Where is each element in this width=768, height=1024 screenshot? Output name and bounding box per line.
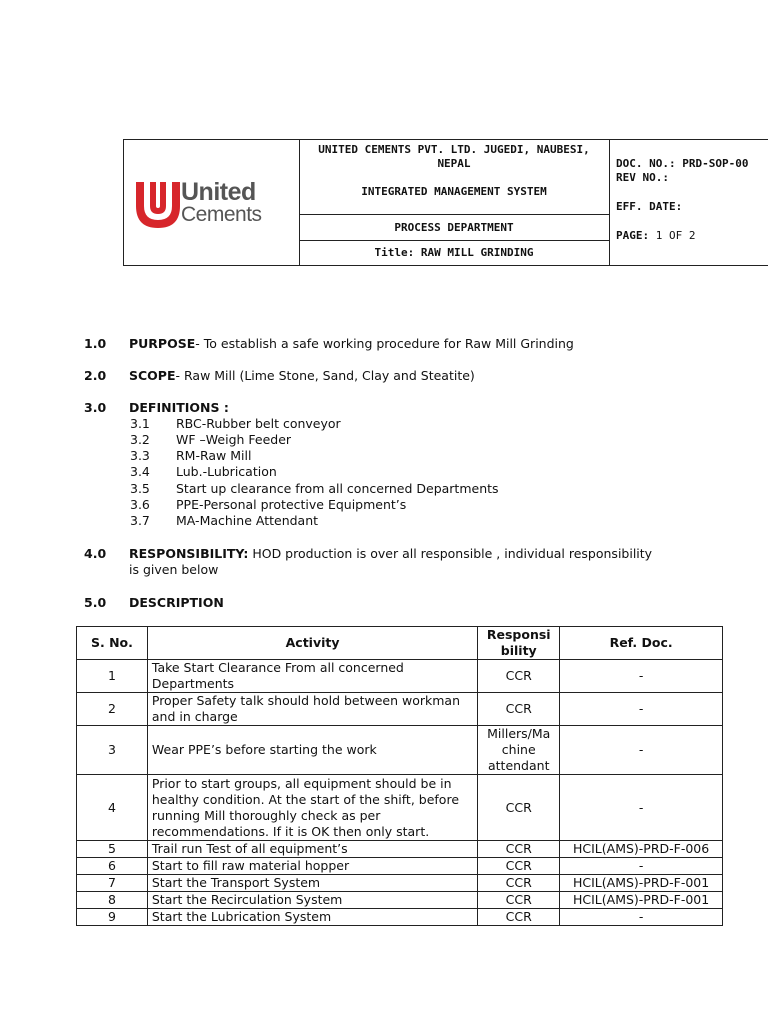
table-row xyxy=(77,660,723,693)
section-text: - To establish a safe working procedure for Raw Mill Grinding xyxy=(195,336,574,351)
table-row xyxy=(77,775,723,841)
cell-responsibility: CCR xyxy=(478,775,560,841)
page-value: 1 OF 2 xyxy=(655,229,696,242)
cell-activity: Proper Safety talk should hold between workman and in charge xyxy=(147,693,477,726)
table-row xyxy=(77,875,723,892)
definition-text: RBC-Rubber belt conveyor xyxy=(176,416,341,431)
section-text: is given below xyxy=(129,562,219,577)
section-text: - Raw Mill (Lime Stone, Sand, Clay and Steatite) xyxy=(175,368,475,383)
section-label: RESPONSIBILITY: xyxy=(129,546,249,561)
cell-ref-doc: - xyxy=(560,726,723,775)
table-row xyxy=(77,693,723,726)
table-row xyxy=(77,858,723,875)
section-label: DEFINITIONS : xyxy=(129,400,229,415)
cell-responsibility: CCR xyxy=(478,693,560,726)
section-number: 5.0 xyxy=(84,595,107,610)
section-number: 1.0 xyxy=(84,336,107,351)
table-header-row xyxy=(77,627,723,660)
cell-activity: Prior to start groups, all equipment should be in healthy condition. At the start of the shift, before running Mill thoroughly check as per recommendations. If it is OK then only start. xyxy=(147,775,477,841)
cell-activity: Start to fill raw material hopper xyxy=(147,858,477,875)
section-label: SCOPE xyxy=(129,368,176,383)
column-header-ref-doc: Ref. Doc. xyxy=(560,627,723,660)
description-table xyxy=(76,626,723,926)
definition-number: 3.2 xyxy=(130,432,150,447)
header-center xyxy=(299,140,610,265)
cell-sno: 2 xyxy=(77,693,148,726)
cell-ref-doc: HCIL(AMS)-PRD-F-001 xyxy=(560,875,723,892)
cell-activity: Start the Lubrication System xyxy=(147,909,477,926)
document-header xyxy=(123,139,768,266)
section-number: 3.0 xyxy=(84,400,107,415)
column-header-responsibility: Responsi bility xyxy=(478,627,560,660)
cell-sno: 3 xyxy=(77,726,148,775)
definition-number: 3.6 xyxy=(130,497,150,512)
company-name: UNITED CEMENTS PVT. LTD. JUGEDI, NAUBESI, NEPAL xyxy=(318,143,590,170)
cell-responsibility: CCR xyxy=(478,841,560,858)
rev-number: REV NO.: xyxy=(616,171,669,184)
table-row xyxy=(77,726,723,775)
cell-sno: 1 xyxy=(77,660,148,693)
cell-sno: 5 xyxy=(77,841,148,858)
cell-ref-doc: - xyxy=(560,858,723,875)
company-logo xyxy=(124,140,300,265)
cell-responsibility: CCR xyxy=(478,892,560,909)
section-number: 4.0 xyxy=(84,546,107,561)
table-row xyxy=(77,841,723,858)
document-title: Title: RAW MILL GRINDING xyxy=(374,246,534,259)
united-cements-logo-icon xyxy=(132,176,188,236)
cell-activity: Start the Transport System xyxy=(147,875,477,892)
cell-responsibility: CCR xyxy=(478,858,560,875)
column-header-activity: Activity xyxy=(147,627,477,660)
section-text: HOD production is over all responsible , individual responsibility xyxy=(248,546,653,561)
definition-number: 3.7 xyxy=(130,513,150,528)
definition-number: 3.1 xyxy=(130,416,150,431)
cell-ref-doc: - xyxy=(560,693,723,726)
cell-sno: 8 xyxy=(77,892,148,909)
management-system: INTEGRATED MANAGEMENT SYSTEM xyxy=(361,185,547,198)
cell-ref-doc: HCIL(AMS)-PRD-F-006 xyxy=(560,841,723,858)
effective-date: EFF. DATE: xyxy=(616,200,683,213)
definition-number: 3.5 xyxy=(130,481,150,496)
cell-activity: Take Start Clearance From all concerned Departments xyxy=(147,660,477,693)
page-label: PAGE: xyxy=(616,229,650,242)
definition-text: Lub.-Lubrication xyxy=(176,464,277,479)
cell-ref-doc: - xyxy=(560,660,723,693)
cell-activity: Trail run Test of all equipment’s xyxy=(147,841,477,858)
doc-number: DOC. NO.: PRD-SOP-00 xyxy=(616,157,749,170)
logo-wordmark-line2: Cements xyxy=(181,203,262,226)
cell-responsibility: CCR xyxy=(478,875,560,892)
section-label: DESCRIPTION xyxy=(129,595,224,610)
cell-ref-doc: HCIL(AMS)-PRD-F-001 xyxy=(560,892,723,909)
cell-responsibility: CCR xyxy=(478,660,560,693)
logo-wordmark-line1: United xyxy=(181,178,256,206)
definition-number: 3.4 xyxy=(130,464,150,479)
cell-ref-doc: - xyxy=(560,909,723,926)
definition-text: RM-Raw Mill xyxy=(176,448,252,463)
header-company-cell xyxy=(299,140,609,214)
cell-activity: Wear PPE’s before starting the work xyxy=(147,726,477,775)
cell-responsibility: Millers/Ma chine attendant xyxy=(478,726,560,775)
table-row xyxy=(77,909,723,926)
department-name: PROCESS DEPARTMENT xyxy=(299,214,609,241)
cell-responsibility: CCR xyxy=(478,909,560,926)
cell-ref-doc: - xyxy=(560,775,723,841)
cell-sno: 9 xyxy=(77,909,148,926)
column-header-sno: S. No. xyxy=(77,627,148,660)
cell-sno: 6 xyxy=(77,858,148,875)
section-label: PURPOSE xyxy=(129,336,196,351)
cell-sno: 7 xyxy=(77,875,148,892)
section-number: 2.0 xyxy=(84,368,107,383)
cell-activity: Start the Recirculation System xyxy=(147,892,477,909)
definition-number: 3.3 xyxy=(130,448,150,463)
doc-control-info xyxy=(616,140,768,265)
definition-text: WF –Weigh Feeder xyxy=(176,432,292,447)
table-row xyxy=(77,892,723,909)
definition-text: MA-Machine Attendant xyxy=(176,513,319,528)
definition-text: PPE-Personal protective Equipment’s xyxy=(176,497,407,512)
cell-sno: 4 xyxy=(77,775,148,841)
definition-text: Start up clearance from all concerned Departments xyxy=(176,481,499,496)
